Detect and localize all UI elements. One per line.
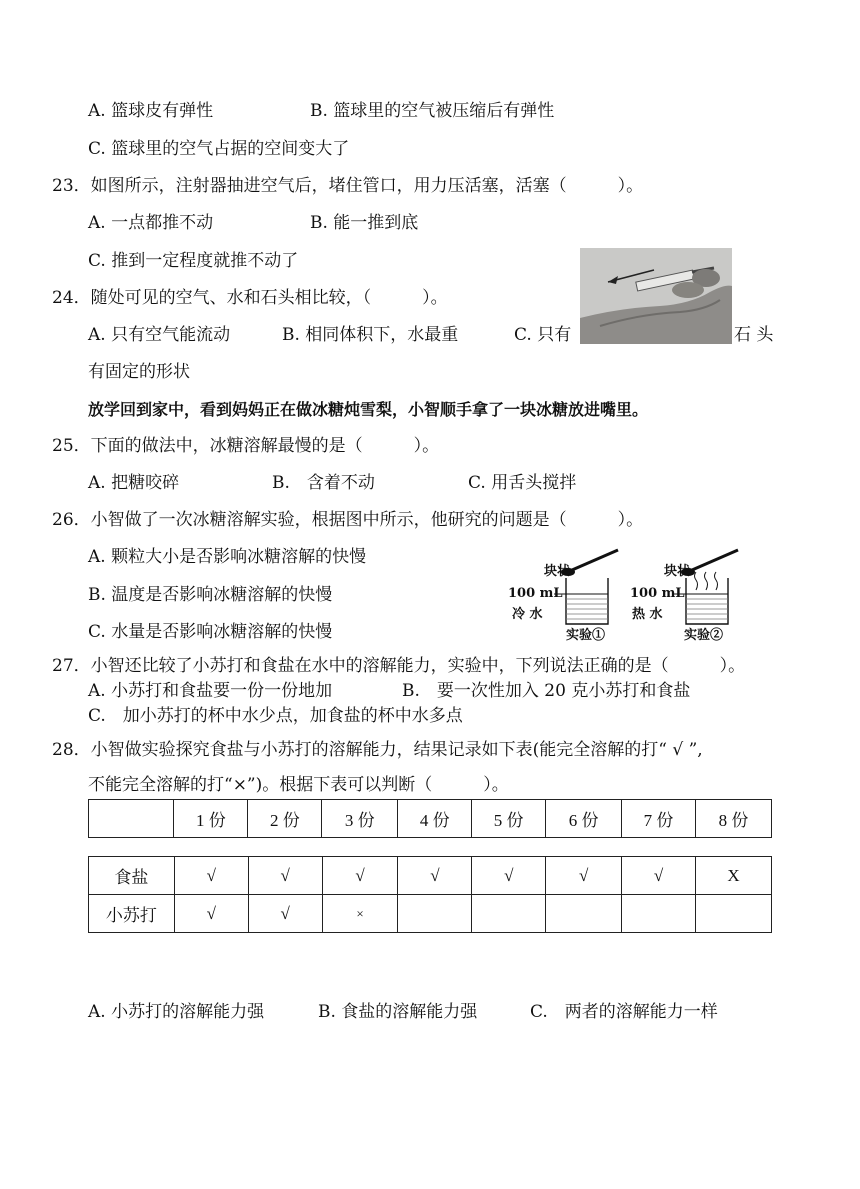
q27-stem: 27．小智还比较了小苏打和食盐在水中的溶解能力，实验中，下列说法正确的是（ ）。 [52, 656, 746, 676]
q27-option-b: B. 要一次性加入 20 克小苏打和食盐 [402, 681, 691, 701]
q22-option-b: B. 篮球里的空气被压缩后有弹性 [310, 101, 555, 121]
q28-stem-line1: 28．小智做实验探究食盐与小苏打的溶解能力，结果记录如下表(能完全溶解的打“ √ ”, [52, 740, 703, 760]
table-cell: √ [322, 857, 398, 895]
table-cell: √ [248, 895, 322, 933]
q24-option-c-part3: 有固定的形状 [88, 362, 190, 382]
q28-results-table [88, 856, 772, 933]
scenario-text: 放学回到家中，看到妈妈正在做冰糖炖雪梨，小智顺手拿了一块冰糖放进嘴里。 [88, 400, 649, 419]
q26-stem: 26．小智做了一次冰糖溶解实验，根据图中所示，他研究的问题是（ ）。 [52, 510, 644, 530]
q26-option-c: C. 水量是否影响冰糖溶解的快慢 [88, 622, 333, 642]
header-cell: 4 份 [398, 800, 472, 838]
table-cell: X [696, 857, 772, 895]
q22-option-a: A. 篮球皮有弹性 [88, 101, 214, 121]
row-label: 食盐 [89, 857, 175, 895]
right-volume-label: 100 mL [630, 586, 685, 601]
experiment-figure [508, 544, 748, 644]
header-row [89, 800, 772, 838]
header-cell: 5 份 [472, 800, 546, 838]
q23-stem: 23．如图所示，注射器抽进空气后，堵住管口，用力压活塞，活塞（ ）。 [52, 176, 644, 196]
left-volume-label: 100 mL [508, 586, 563, 601]
table-row [89, 857, 772, 895]
q25-option-b: B. 含着不动 [272, 473, 375, 493]
q26-option-b: B. 温度是否影响冰糖溶解的快慢 [88, 585, 333, 605]
table-cell [472, 895, 546, 933]
q24-option-b: B. 相同体积下，水最重 [282, 325, 459, 345]
table-cell: × [322, 895, 398, 933]
q24-option-a: A. 只有空气能流动 [88, 325, 231, 345]
q23-option-b: B. 能一推到底 [310, 213, 419, 233]
table-cell: √ [622, 857, 696, 895]
header-cell: 7 份 [622, 800, 696, 838]
syringe-photo [580, 248, 732, 344]
header-cell [89, 800, 174, 838]
table-cell: √ [174, 895, 248, 933]
q22-option-c: C. 篮球里的空气占据的空间变大了 [88, 139, 350, 159]
table-row [89, 895, 772, 933]
q25-stem: 25．下面的做法中，冰糖溶解最慢的是（ ）。 [52, 436, 440, 456]
table-cell: √ [546, 857, 622, 895]
table-cell: √ [174, 857, 248, 895]
q28-option-a: A. 小苏打的溶解能力强 [88, 1002, 265, 1022]
table-cell [398, 895, 472, 933]
header-cell: 3 份 [322, 800, 398, 838]
q24-option-c-part1: C. 只有 [514, 325, 572, 345]
right-water-label: 热 水 [632, 607, 663, 622]
q28-header-table [88, 799, 772, 838]
q27-option-c: C. 加小苏打的杯中水少点，加食盐的杯中水多点 [88, 706, 463, 726]
syringe-hand-illustration [580, 248, 732, 344]
row-label: 小苏打 [89, 895, 175, 933]
q23-option-c: C. 推到一定程度就推不动了 [88, 251, 299, 271]
q24-option-c-part2: 石 头 [734, 325, 774, 345]
q28-option-b: B. 食盐的溶解能力强 [318, 1002, 478, 1022]
q28-option-c: C. 两者的溶解能力一样 [530, 1002, 718, 1022]
right-block-label: 块状 [664, 564, 691, 579]
left-water-label: 冷 水 [512, 607, 543, 622]
left-experiment-label: 实验① [566, 628, 606, 643]
header-cell: 2 份 [248, 800, 322, 838]
table-cell: √ [248, 857, 322, 895]
right-experiment-label: 实验② [684, 628, 724, 643]
header-cell: 6 份 [546, 800, 622, 838]
left-block-label: 块状 [544, 564, 571, 579]
q26-option-a: A. 颗粒大小是否影响冰糖溶解的快慢 [88, 547, 367, 567]
table-cell: √ [398, 857, 472, 895]
table-cell [546, 895, 622, 933]
q25-option-a: A. 把糖咬碎 [88, 473, 180, 493]
q28-stem-line2: 不能完全溶解的打“×”)。根据下表可以判断（ ）。 [88, 775, 509, 795]
q25-option-c: C. 用舌头搅拌 [468, 473, 577, 493]
table-cell [622, 895, 696, 933]
q23-option-a: A. 一点都推不动 [88, 213, 214, 233]
header-cell: 1 份 [174, 800, 248, 838]
q27-option-a: A. 小苏打和食盐要一份一份地加 [88, 681, 333, 701]
table-cell: √ [472, 857, 546, 895]
table-cell [696, 895, 772, 933]
header-cell: 8 份 [696, 800, 772, 838]
q24-stem: 24．随处可见的空气、水和石头相比较，（ ）。 [52, 288, 448, 308]
